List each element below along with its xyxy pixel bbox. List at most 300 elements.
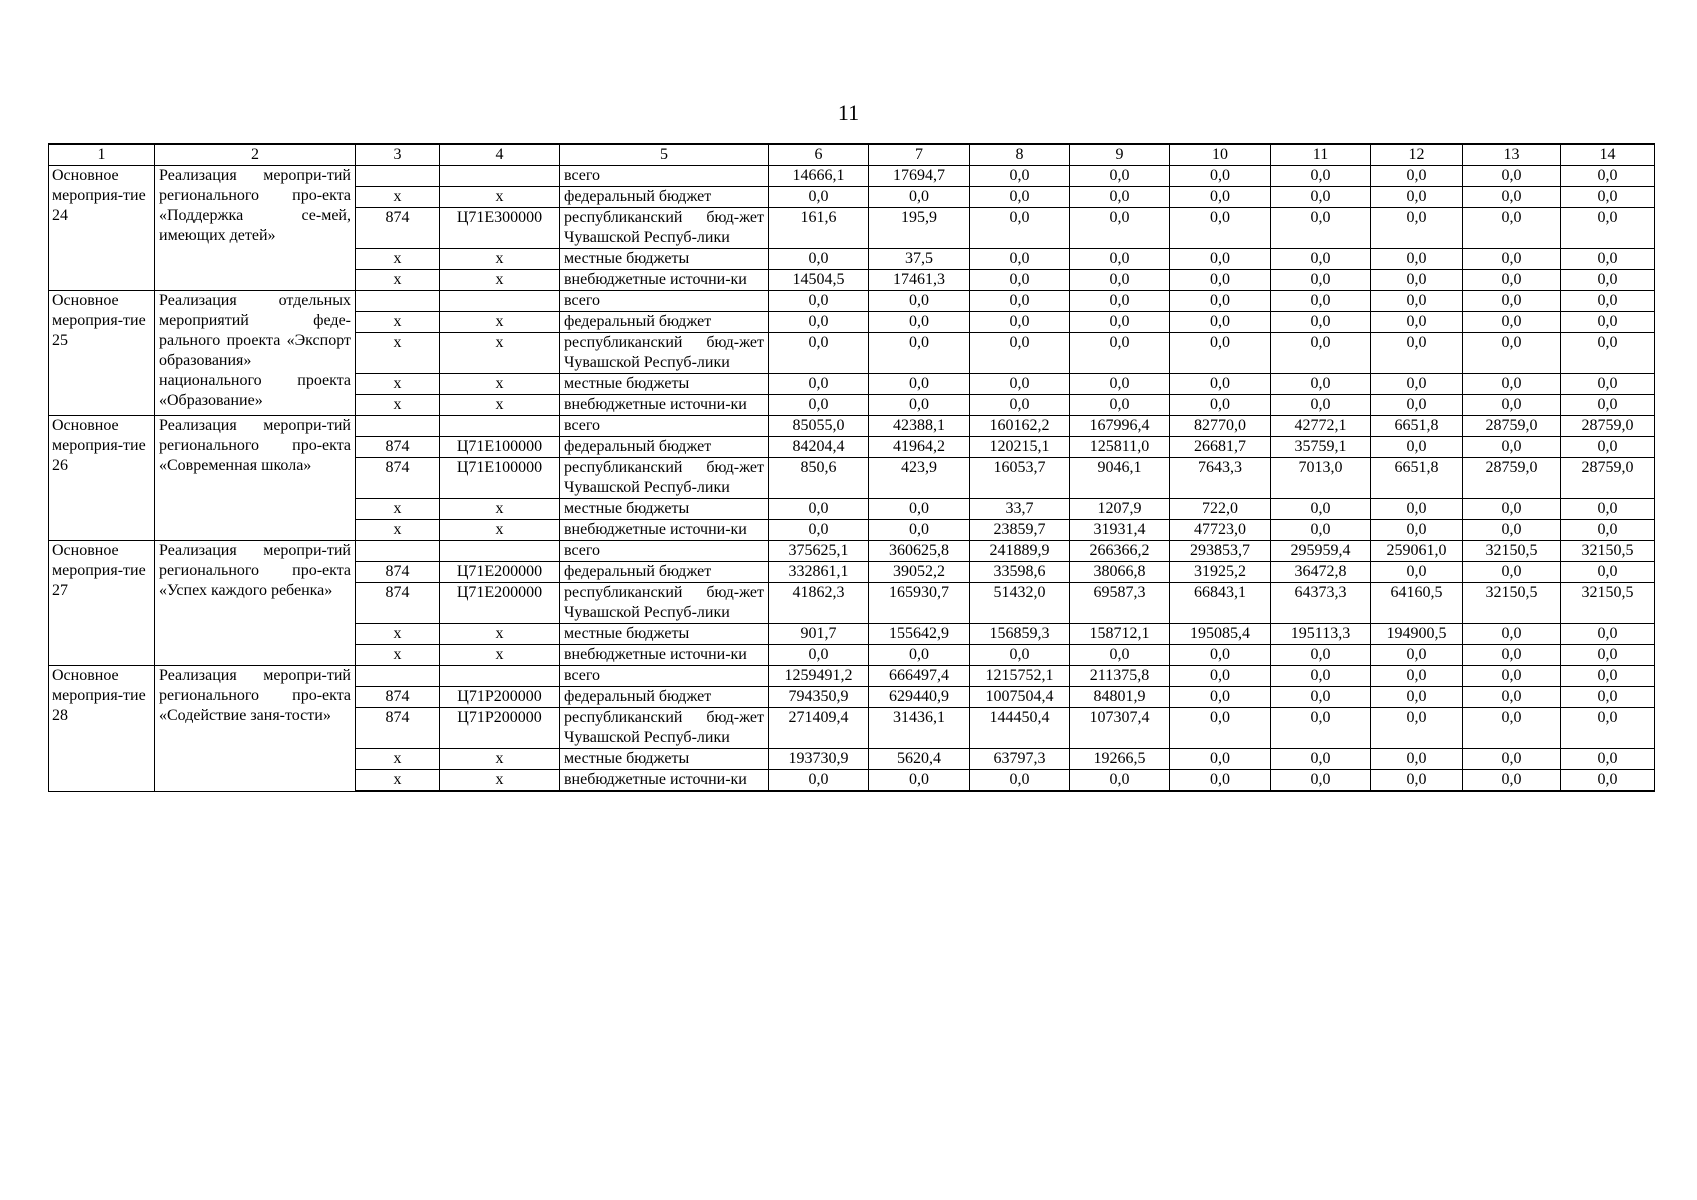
amount-cell: 31436,1 xyxy=(869,708,970,749)
amount-cell: 0,0 xyxy=(1561,249,1655,270)
amount-cell: 0,0 xyxy=(970,645,1070,666)
activity-description: Реализация отдельных мероприятий феде-рального проекта «Экспорт образования» национального проекта «Образование» xyxy=(155,291,356,416)
budget-code-cell: х xyxy=(440,270,560,291)
amount-cell: 0,0 xyxy=(869,374,970,395)
amount-cell: 41964,2 xyxy=(869,437,970,458)
amount-cell: 0,0 xyxy=(1371,395,1463,416)
amount-cell: 16053,7 xyxy=(970,458,1070,499)
amount-cell: 0,0 xyxy=(769,645,869,666)
amount-cell: 0,0 xyxy=(1463,291,1561,312)
amount-cell: 0,0 xyxy=(1463,666,1561,687)
amount-cell: 0,0 xyxy=(1463,749,1561,770)
amount-cell: 666497,4 xyxy=(869,666,970,687)
funding-source-cell: федеральный бюджет xyxy=(560,187,769,208)
budget-code-cell: х xyxy=(440,374,560,395)
amount-cell: 0,0 xyxy=(1561,624,1655,645)
amount-cell: 0,0 xyxy=(769,770,869,792)
admin-code-cell xyxy=(356,541,440,562)
amount-cell: 0,0 xyxy=(1271,187,1371,208)
amount-cell: 0,0 xyxy=(970,270,1070,291)
amount-cell: 0,0 xyxy=(869,645,970,666)
amount-cell: 23859,7 xyxy=(970,520,1070,541)
budget-code-cell: Ц71Е200000 xyxy=(440,583,560,624)
amount-cell: 195113,3 xyxy=(1271,624,1371,645)
amount-cell: 0,0 xyxy=(869,333,970,374)
column-header-4: 4 xyxy=(440,144,560,166)
funding-source-cell: местные бюджеты xyxy=(560,624,769,645)
budget-code-cell: х xyxy=(440,312,560,333)
amount-cell: 28759,0 xyxy=(1561,458,1655,499)
activity-description: Реализация меропри-тий регионального про-екта «Современная школа» xyxy=(155,416,356,541)
amount-cell: 0,0 xyxy=(1271,270,1371,291)
column-header-6: 6 xyxy=(769,144,869,166)
amount-cell: 0,0 xyxy=(769,249,869,270)
amount-cell: 125811,0 xyxy=(1070,437,1170,458)
amount-cell: 194900,5 xyxy=(1371,624,1463,645)
amount-cell: 0,0 xyxy=(1463,624,1561,645)
amount-cell: 69587,3 xyxy=(1070,583,1170,624)
table-row xyxy=(49,166,1655,187)
amount-cell: 0,0 xyxy=(970,187,1070,208)
funding-source-cell: республиканский бюд-жет Чувашской Респуб-лики xyxy=(560,583,769,624)
amount-cell: 0,0 xyxy=(869,291,970,312)
amount-cell: 0,0 xyxy=(1561,770,1655,792)
amount-cell: 0,0 xyxy=(1371,770,1463,792)
amount-cell: 332861,1 xyxy=(769,562,869,583)
activity-group xyxy=(49,666,1655,792)
amount-cell: 423,9 xyxy=(869,458,970,499)
amount-cell: 360625,8 xyxy=(869,541,970,562)
amount-cell: 0,0 xyxy=(1561,208,1655,249)
amount-cell: 0,0 xyxy=(1070,166,1170,187)
amount-cell: 0,0 xyxy=(1561,708,1655,749)
funding-source-cell: федеральный бюджет xyxy=(560,562,769,583)
amount-cell: 0,0 xyxy=(1561,437,1655,458)
amount-cell: 0,0 xyxy=(1371,687,1463,708)
admin-code-cell xyxy=(356,666,440,687)
funding-source-cell: местные бюджеты xyxy=(560,499,769,520)
amount-cell: 0,0 xyxy=(1070,312,1170,333)
amount-cell: 0,0 xyxy=(1271,395,1371,416)
amount-cell: 26681,7 xyxy=(1170,437,1271,458)
funding-source-cell: федеральный бюджет xyxy=(560,687,769,708)
amount-cell: 293853,7 xyxy=(1170,541,1271,562)
admin-code-cell: х xyxy=(356,645,440,666)
activity-description: Реализация меропри-тий регионального про-екта «Содействие заня-тости» xyxy=(155,666,356,792)
amount-cell: 0,0 xyxy=(970,395,1070,416)
amount-cell: 722,0 xyxy=(1170,499,1271,520)
amount-cell: 0,0 xyxy=(1070,645,1170,666)
amount-cell: 0,0 xyxy=(1463,645,1561,666)
amount-cell: 1207,9 xyxy=(1070,499,1170,520)
amount-cell: 0,0 xyxy=(769,333,869,374)
amount-cell: 28759,0 xyxy=(1463,416,1561,437)
amount-cell: 0,0 xyxy=(1271,666,1371,687)
column-header-14: 14 xyxy=(1561,144,1655,166)
amount-cell: 41862,3 xyxy=(769,583,869,624)
funding-source-cell: всего xyxy=(560,166,769,187)
header-row xyxy=(49,144,1655,166)
admin-code-cell: х xyxy=(356,333,440,374)
amount-cell: 901,7 xyxy=(769,624,869,645)
amount-cell: 0,0 xyxy=(1271,291,1371,312)
admin-code-cell xyxy=(356,166,440,187)
amount-cell: 0,0 xyxy=(1463,687,1561,708)
amount-cell: 0,0 xyxy=(1170,208,1271,249)
funding-source-cell: внебюджетные источни-ки xyxy=(560,270,769,291)
amount-cell: 0,0 xyxy=(1271,770,1371,792)
budget-code-cell: Ц71Е100000 xyxy=(440,458,560,499)
amount-cell: 0,0 xyxy=(769,374,869,395)
admin-code-cell xyxy=(356,291,440,312)
budget-code-cell: х xyxy=(440,187,560,208)
budget-code-cell: х xyxy=(440,624,560,645)
amount-cell: 0,0 xyxy=(869,395,970,416)
amount-cell: 1007504,4 xyxy=(970,687,1070,708)
amount-cell: 0,0 xyxy=(1561,270,1655,291)
amount-cell: 47723,0 xyxy=(1170,520,1271,541)
amount-cell: 0,0 xyxy=(1170,187,1271,208)
funding-source-cell: местные бюджеты xyxy=(560,249,769,270)
amount-cell: 161,6 xyxy=(769,208,869,249)
admin-code-cell: 874 xyxy=(356,687,440,708)
amount-cell: 0,0 xyxy=(1271,645,1371,666)
amount-cell: 0,0 xyxy=(1371,166,1463,187)
column-header-8: 8 xyxy=(970,144,1070,166)
amount-cell: 0,0 xyxy=(1070,374,1170,395)
amount-cell: 63797,3 xyxy=(970,749,1070,770)
amount-cell: 0,0 xyxy=(970,249,1070,270)
budget-code-cell: х xyxy=(440,770,560,792)
amount-cell: 0,0 xyxy=(1371,374,1463,395)
amount-cell: 38066,8 xyxy=(1070,562,1170,583)
budget-code-cell: х xyxy=(440,499,560,520)
amount-cell: 0,0 xyxy=(1170,249,1271,270)
amount-cell: 0,0 xyxy=(1371,437,1463,458)
amount-cell: 0,0 xyxy=(1561,166,1655,187)
amount-cell: 0,0 xyxy=(1463,312,1561,333)
table-row xyxy=(49,416,1655,437)
activity-group xyxy=(49,291,1655,416)
admin-code-cell: х xyxy=(356,312,440,333)
funding-source-cell: внебюджетные источни-ки xyxy=(560,395,769,416)
amount-cell: 0,0 xyxy=(1371,562,1463,583)
amount-cell: 0,0 xyxy=(1070,187,1170,208)
amount-cell: 0,0 xyxy=(1463,208,1561,249)
amount-cell: 259061,0 xyxy=(1371,541,1463,562)
activity-group xyxy=(49,416,1655,541)
amount-cell: 0,0 xyxy=(1371,333,1463,374)
admin-code-cell: х xyxy=(356,187,440,208)
amount-cell: 0,0 xyxy=(1070,333,1170,374)
amount-cell: 271409,4 xyxy=(769,708,869,749)
amount-cell: 32150,5 xyxy=(1463,541,1561,562)
column-header-13: 13 xyxy=(1463,144,1561,166)
amount-cell: 0,0 xyxy=(1561,291,1655,312)
amount-cell: 0,0 xyxy=(1561,666,1655,687)
amount-cell: 0,0 xyxy=(1070,208,1170,249)
column-header-3: 3 xyxy=(356,144,440,166)
amount-cell: 0,0 xyxy=(1371,187,1463,208)
amount-cell: 0,0 xyxy=(1271,374,1371,395)
amount-cell: 0,0 xyxy=(1371,312,1463,333)
column-header-5: 5 xyxy=(560,144,769,166)
funding-source-cell: внебюджетные источни-ки xyxy=(560,520,769,541)
amount-cell: 144450,4 xyxy=(970,708,1070,749)
amount-cell: 0,0 xyxy=(1070,249,1170,270)
budget-code-cell xyxy=(440,416,560,437)
amount-cell: 0,0 xyxy=(869,499,970,520)
budget-code-cell: Ц71Р200000 xyxy=(440,687,560,708)
page-number: 11 xyxy=(837,100,860,125)
admin-code-cell: х xyxy=(356,249,440,270)
funding-source-cell: федеральный бюджет xyxy=(560,437,769,458)
amount-cell: 0,0 xyxy=(1561,374,1655,395)
amount-cell: 0,0 xyxy=(1170,645,1271,666)
amount-cell: 0,0 xyxy=(1271,312,1371,333)
column-header-10: 10 xyxy=(1170,144,1271,166)
activity-label: Основное мероприя-тие 25 xyxy=(49,291,155,416)
amount-cell: 0,0 xyxy=(769,520,869,541)
amount-cell: 0,0 xyxy=(1271,249,1371,270)
amount-cell: 0,0 xyxy=(1271,749,1371,770)
amount-cell: 32150,5 xyxy=(1561,541,1655,562)
amount-cell: 0,0 xyxy=(1170,312,1271,333)
amount-cell: 0,0 xyxy=(1371,749,1463,770)
amount-cell: 0,0 xyxy=(1070,270,1170,291)
funding-source-cell: республиканский бюд-жет Чувашской Респуб-лики xyxy=(560,333,769,374)
budget-code-cell: Ц71Е300000 xyxy=(440,208,560,249)
amount-cell: 0,0 xyxy=(1561,562,1655,583)
amount-cell: 33598,6 xyxy=(970,562,1070,583)
amount-cell: 0,0 xyxy=(769,395,869,416)
amount-cell: 295959,4 xyxy=(1271,541,1371,562)
funding-source-cell: местные бюджеты xyxy=(560,374,769,395)
activity-description: Реализация меропри-тий регионального про-екта «Поддержка се-мей, имеющих детей» xyxy=(155,166,356,291)
funding-source-cell: местные бюджеты xyxy=(560,749,769,770)
amount-cell: 107307,4 xyxy=(1070,708,1170,749)
amount-cell: 0,0 xyxy=(1371,645,1463,666)
amount-cell: 794350,9 xyxy=(769,687,869,708)
funding-source-cell: внебюджетные источни-ки xyxy=(560,645,769,666)
funding-source-cell: всего xyxy=(560,666,769,687)
budget-code-cell xyxy=(440,291,560,312)
amount-cell: 0,0 xyxy=(1371,499,1463,520)
amount-cell: 0,0 xyxy=(1371,270,1463,291)
amount-cell: 0,0 xyxy=(1371,708,1463,749)
amount-cell: 7013,0 xyxy=(1271,458,1371,499)
activity-group xyxy=(49,166,1655,291)
amount-cell: 85055,0 xyxy=(769,416,869,437)
amount-cell: 195085,4 xyxy=(1170,624,1271,645)
amount-cell: 84204,4 xyxy=(769,437,869,458)
amount-cell: 0,0 xyxy=(769,187,869,208)
amount-cell: 0,0 xyxy=(1463,333,1561,374)
budget-code-cell: Ц71Е200000 xyxy=(440,562,560,583)
budget-code-cell xyxy=(440,166,560,187)
amount-cell: 64160,5 xyxy=(1371,583,1463,624)
amount-cell: 0,0 xyxy=(1271,208,1371,249)
admin-code-cell: х xyxy=(356,270,440,291)
amount-cell: 0,0 xyxy=(1170,395,1271,416)
amount-cell: 0,0 xyxy=(1170,687,1271,708)
amount-cell: 42388,1 xyxy=(869,416,970,437)
amount-cell: 0,0 xyxy=(1070,291,1170,312)
amount-cell: 0,0 xyxy=(1070,770,1170,792)
funding-source-cell: федеральный бюджет xyxy=(560,312,769,333)
admin-code-cell: х xyxy=(356,749,440,770)
amount-cell: 0,0 xyxy=(970,208,1070,249)
activity-label: Основное мероприя-тие 28 xyxy=(49,666,155,792)
amount-cell: 0,0 xyxy=(869,187,970,208)
amount-cell: 6651,8 xyxy=(1371,416,1463,437)
amount-cell: 0,0 xyxy=(1371,249,1463,270)
column-header-12: 12 xyxy=(1371,144,1463,166)
amount-cell: 0,0 xyxy=(1170,749,1271,770)
admin-code-cell: х xyxy=(356,520,440,541)
admin-code-cell: 874 xyxy=(356,208,440,249)
admin-code-cell xyxy=(356,416,440,437)
amount-cell: 0,0 xyxy=(1070,395,1170,416)
amount-cell: 32150,5 xyxy=(1561,583,1655,624)
amount-cell: 5620,4 xyxy=(869,749,970,770)
amount-cell: 0,0 xyxy=(970,291,1070,312)
amount-cell: 0,0 xyxy=(1170,166,1271,187)
column-header-7: 7 xyxy=(869,144,970,166)
amount-cell: 9046,1 xyxy=(1070,458,1170,499)
amount-cell: 0,0 xyxy=(1463,395,1561,416)
funding-source-cell: всего xyxy=(560,291,769,312)
funding-source-cell: республиканский бюд-жет Чувашской Респуб-лики xyxy=(560,708,769,749)
amount-cell: 0,0 xyxy=(970,166,1070,187)
amount-cell: 0,0 xyxy=(1463,520,1561,541)
amount-cell: 0,0 xyxy=(1271,333,1371,374)
activity-group xyxy=(49,541,1655,666)
amount-cell: 31931,4 xyxy=(1070,520,1170,541)
amount-cell: 0,0 xyxy=(970,333,1070,374)
amount-cell: 7643,3 xyxy=(1170,458,1271,499)
amount-cell: 266366,2 xyxy=(1070,541,1170,562)
amount-cell: 0,0 xyxy=(769,499,869,520)
column-header-1: 1 xyxy=(49,144,155,166)
amount-cell: 375625,1 xyxy=(769,541,869,562)
amount-cell: 17694,7 xyxy=(869,166,970,187)
amount-cell: 195,9 xyxy=(869,208,970,249)
activity-label: Основное мероприя-тие 26 xyxy=(49,416,155,541)
column-header-11: 11 xyxy=(1271,144,1371,166)
funding-source-cell: республиканский бюд-жет Чувашской Респуб-лики xyxy=(560,208,769,249)
table-row xyxy=(49,666,1655,687)
amount-cell: 36472,8 xyxy=(1271,562,1371,583)
amount-cell: 120215,1 xyxy=(970,437,1070,458)
amount-cell: 19266,5 xyxy=(1070,749,1170,770)
funding-source-cell: республиканский бюд-жет Чувашской Респуб-лики xyxy=(560,458,769,499)
funding-source-cell: внебюджетные источни-ки xyxy=(560,770,769,792)
admin-code-cell: 874 xyxy=(356,562,440,583)
amount-cell: 0,0 xyxy=(1561,187,1655,208)
amount-cell: 0,0 xyxy=(1170,708,1271,749)
amount-cell: 1259491,2 xyxy=(769,666,869,687)
amount-cell: 0,0 xyxy=(869,520,970,541)
activity-label: Основное мероприя-тие 24 xyxy=(49,166,155,291)
amount-cell: 33,7 xyxy=(970,499,1070,520)
amount-cell: 0,0 xyxy=(1561,333,1655,374)
amount-cell: 850,6 xyxy=(769,458,869,499)
amount-cell: 0,0 xyxy=(1170,666,1271,687)
amount-cell: 0,0 xyxy=(1561,687,1655,708)
budget-code-cell: х xyxy=(440,249,560,270)
amount-cell: 0,0 xyxy=(869,312,970,333)
admin-code-cell: 874 xyxy=(356,437,440,458)
amount-cell: 0,0 xyxy=(1463,437,1561,458)
amount-cell: 0,0 xyxy=(1271,520,1371,541)
budget-code-cell xyxy=(440,666,560,687)
amount-cell: 0,0 xyxy=(1561,749,1655,770)
table-row xyxy=(49,541,1655,562)
admin-code-cell: х xyxy=(356,395,440,416)
budget-code-cell: Ц71Е100000 xyxy=(440,437,560,458)
amount-cell: 28759,0 xyxy=(1561,416,1655,437)
amount-cell: 0,0 xyxy=(1463,270,1561,291)
amount-cell: 64373,3 xyxy=(1271,583,1371,624)
amount-cell: 0,0 xyxy=(1463,708,1561,749)
amount-cell: 17461,3 xyxy=(869,270,970,291)
budget-code-cell: Ц71Р200000 xyxy=(440,708,560,749)
amount-cell: 0,0 xyxy=(1371,520,1463,541)
activity-label: Основное мероприя-тие 27 xyxy=(49,541,155,666)
amount-cell: 37,5 xyxy=(869,249,970,270)
admin-code-cell: х xyxy=(356,374,440,395)
amount-cell: 31925,2 xyxy=(1170,562,1271,583)
amount-cell: 0,0 xyxy=(1561,312,1655,333)
funding-source-cell: всего xyxy=(560,416,769,437)
amount-cell: 0,0 xyxy=(1271,499,1371,520)
table-row xyxy=(49,291,1655,312)
amount-cell: 0,0 xyxy=(1271,708,1371,749)
budget-code-cell: х xyxy=(440,645,560,666)
column-header-2: 2 xyxy=(155,144,356,166)
admin-code-cell: 874 xyxy=(356,583,440,624)
amount-cell: 0,0 xyxy=(1463,562,1561,583)
amount-cell: 165930,7 xyxy=(869,583,970,624)
amount-cell: 66843,1 xyxy=(1170,583,1271,624)
amount-cell: 0,0 xyxy=(1463,249,1561,270)
column-header-9: 9 xyxy=(1070,144,1170,166)
amount-cell: 35759,1 xyxy=(1271,437,1371,458)
amount-cell: 84801,9 xyxy=(1070,687,1170,708)
amount-cell: 0,0 xyxy=(869,770,970,792)
amount-cell: 0,0 xyxy=(1561,395,1655,416)
amount-cell: 14666,1 xyxy=(769,166,869,187)
amount-cell: 0,0 xyxy=(1371,666,1463,687)
budget-code-cell: х xyxy=(440,395,560,416)
amount-cell: 0,0 xyxy=(769,291,869,312)
activity-description: Реализация меропри-тий регионального про-екта «Успех каждого ребенка» xyxy=(155,541,356,666)
amount-cell: 158712,1 xyxy=(1070,624,1170,645)
admin-code-cell: х xyxy=(356,499,440,520)
amount-cell: 0,0 xyxy=(1170,770,1271,792)
budget-code-cell: х xyxy=(440,333,560,374)
amount-cell: 0,0 xyxy=(1170,270,1271,291)
amount-cell: 0,0 xyxy=(1170,374,1271,395)
amount-cell: 0,0 xyxy=(1463,770,1561,792)
amount-cell: 0,0 xyxy=(1463,374,1561,395)
amount-cell: 0,0 xyxy=(1271,166,1371,187)
amount-cell: 0,0 xyxy=(1170,291,1271,312)
amount-cell: 0,0 xyxy=(970,770,1070,792)
amount-cell: 0,0 xyxy=(1463,187,1561,208)
amount-cell: 0,0 xyxy=(1561,645,1655,666)
